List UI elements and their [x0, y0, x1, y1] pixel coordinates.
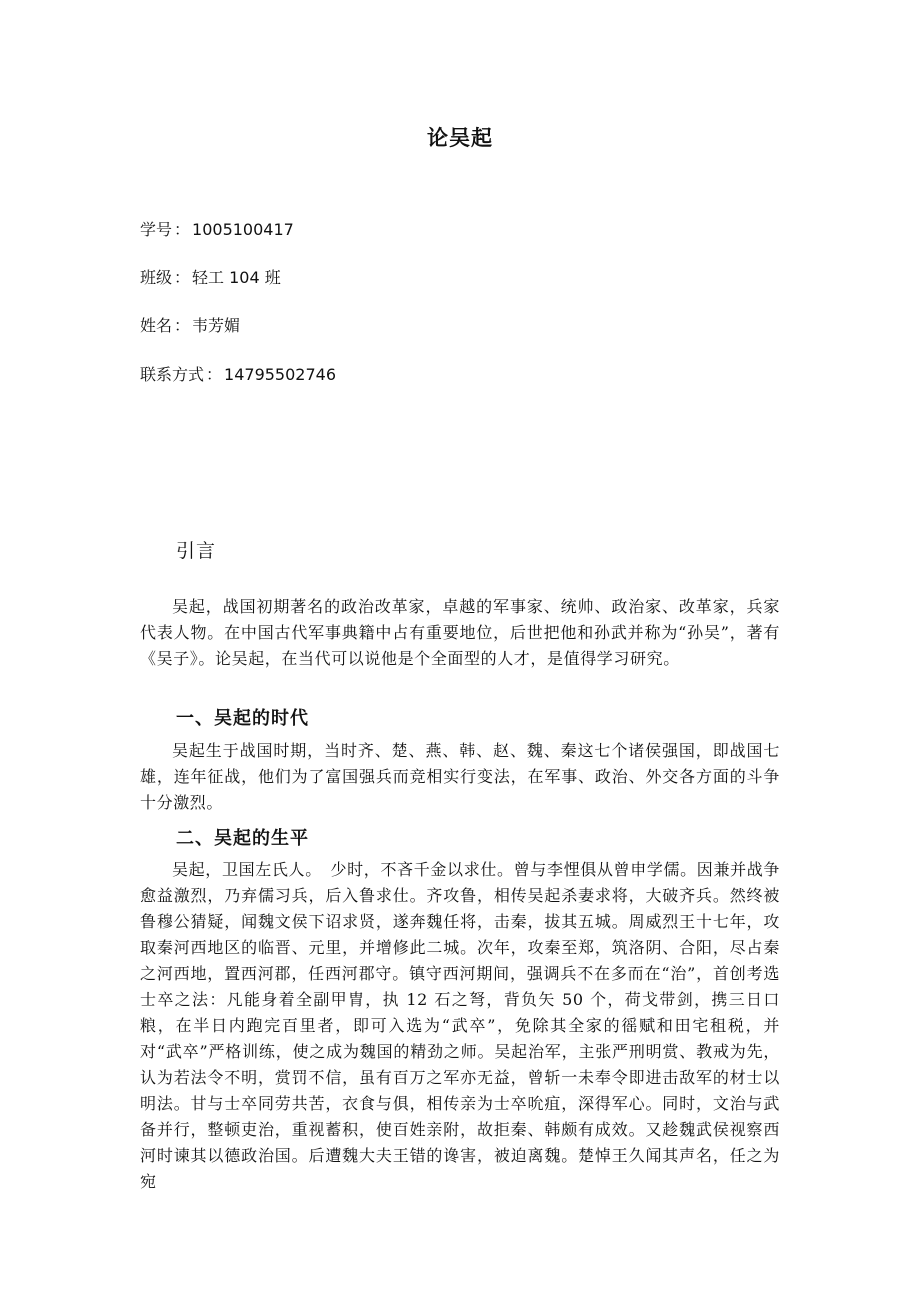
contact-label: 联系方式 [140, 365, 205, 384]
class-line [140, 268, 281, 288]
student-id-label: 学号 [140, 220, 173, 239]
student-id-separator: ： [174, 220, 191, 239]
contact-value: 14795502746 [224, 365, 337, 384]
section-heading-life: 二、吴起的生平 [176, 828, 309, 849]
class-separator: ： [174, 268, 191, 287]
class-value: 轻工 104 班 [192, 268, 281, 287]
document-title: 论吴起 [427, 126, 493, 150]
name-value: 韦芳媚 [192, 316, 241, 335]
student-id-value: 1005100417 [192, 220, 294, 239]
name-label: 姓名 [140, 316, 173, 335]
student-id-line [140, 220, 294, 240]
intro-heading: 引言 [176, 540, 217, 562]
section-paragraph-era: 吴起生于战国时期，当时齐、楚、燕、韩、赵、魏、秦这七个诸侯强国，即战国七雄，连年征战，他们为了富国强兵而竞相实行变法，在军事、政治、外交各方面的斗争十分激烈。 [140, 741, 780, 812]
section-paragraph-life: 吴起，卫国左氏人。 少时，不吝千金以求仕。曾与李悝俱从曾申学儒。因兼并战争愈益激烈，乃弃儒习兵，后入鲁求仕。齐攻鲁，相传吴起杀妻求将，大破齐兵。然终被鲁穆公猜疑，闻魏文侯下诏求贤，遂奔魏任将，击秦，拔其五城。周威烈王十七年，攻取秦河西地区的临晋、元里，并增修此二城。次年，攻秦至郑，筑洛阴、合阳，尽占秦之河西地，置西河郡，任西河郡守。镇守西河期间，强调兵不在多而在“治”，首创考选士卒之法：凡能身着全副甲胄，执 12 石之弩，背负矢 50 个，荷戈带剑，携三日口粮，在半日内跑完百里者，即可入选为“武卒”，免除其全家的徭赋和田宅租税，并对“武卒”严格训练，使之成为魏国的精劲之师。吴起治军，主张严刑明赏、教戒为先，认为若法令不明，赏罚不信，虽有百万之军亦无益，曾斩一未奉令即进击敌军的材士以明法。甘与士卒同劳共苦，衣食与俱，相传亲为士卒吮疽，深得军心。同时，文治与武备并行，整顿吏治，重视蓄积，使百姓亲附，故拒秦、韩颇有成效。又趁魏武侯视察西河时谏其以德政治国。后遭魏大夫王错的谗害，被迫离魏。楚悼王久闻其声名，任之为宛 [140, 860, 780, 1191]
class-label: 班级 [140, 268, 173, 287]
name-line [140, 316, 240, 336]
name-separator: ： [174, 316, 191, 335]
contact-separator: ： [206, 365, 223, 384]
section-heading-era: 一、吴起的时代 [176, 708, 309, 729]
intro-paragraph: 吴起，战国初期著名的政治改革家，卓越的军事家、统帅、政治家、改革家，兵家代表人物。在中国古代军事典籍中占有重要地位，后世把他和孙武并称为“孙吴”，著有《吴子》。论吴起，在当代可以说他是个全面型的人才，是值得学习研究。 [140, 597, 780, 668]
contact-line [140, 365, 336, 385]
